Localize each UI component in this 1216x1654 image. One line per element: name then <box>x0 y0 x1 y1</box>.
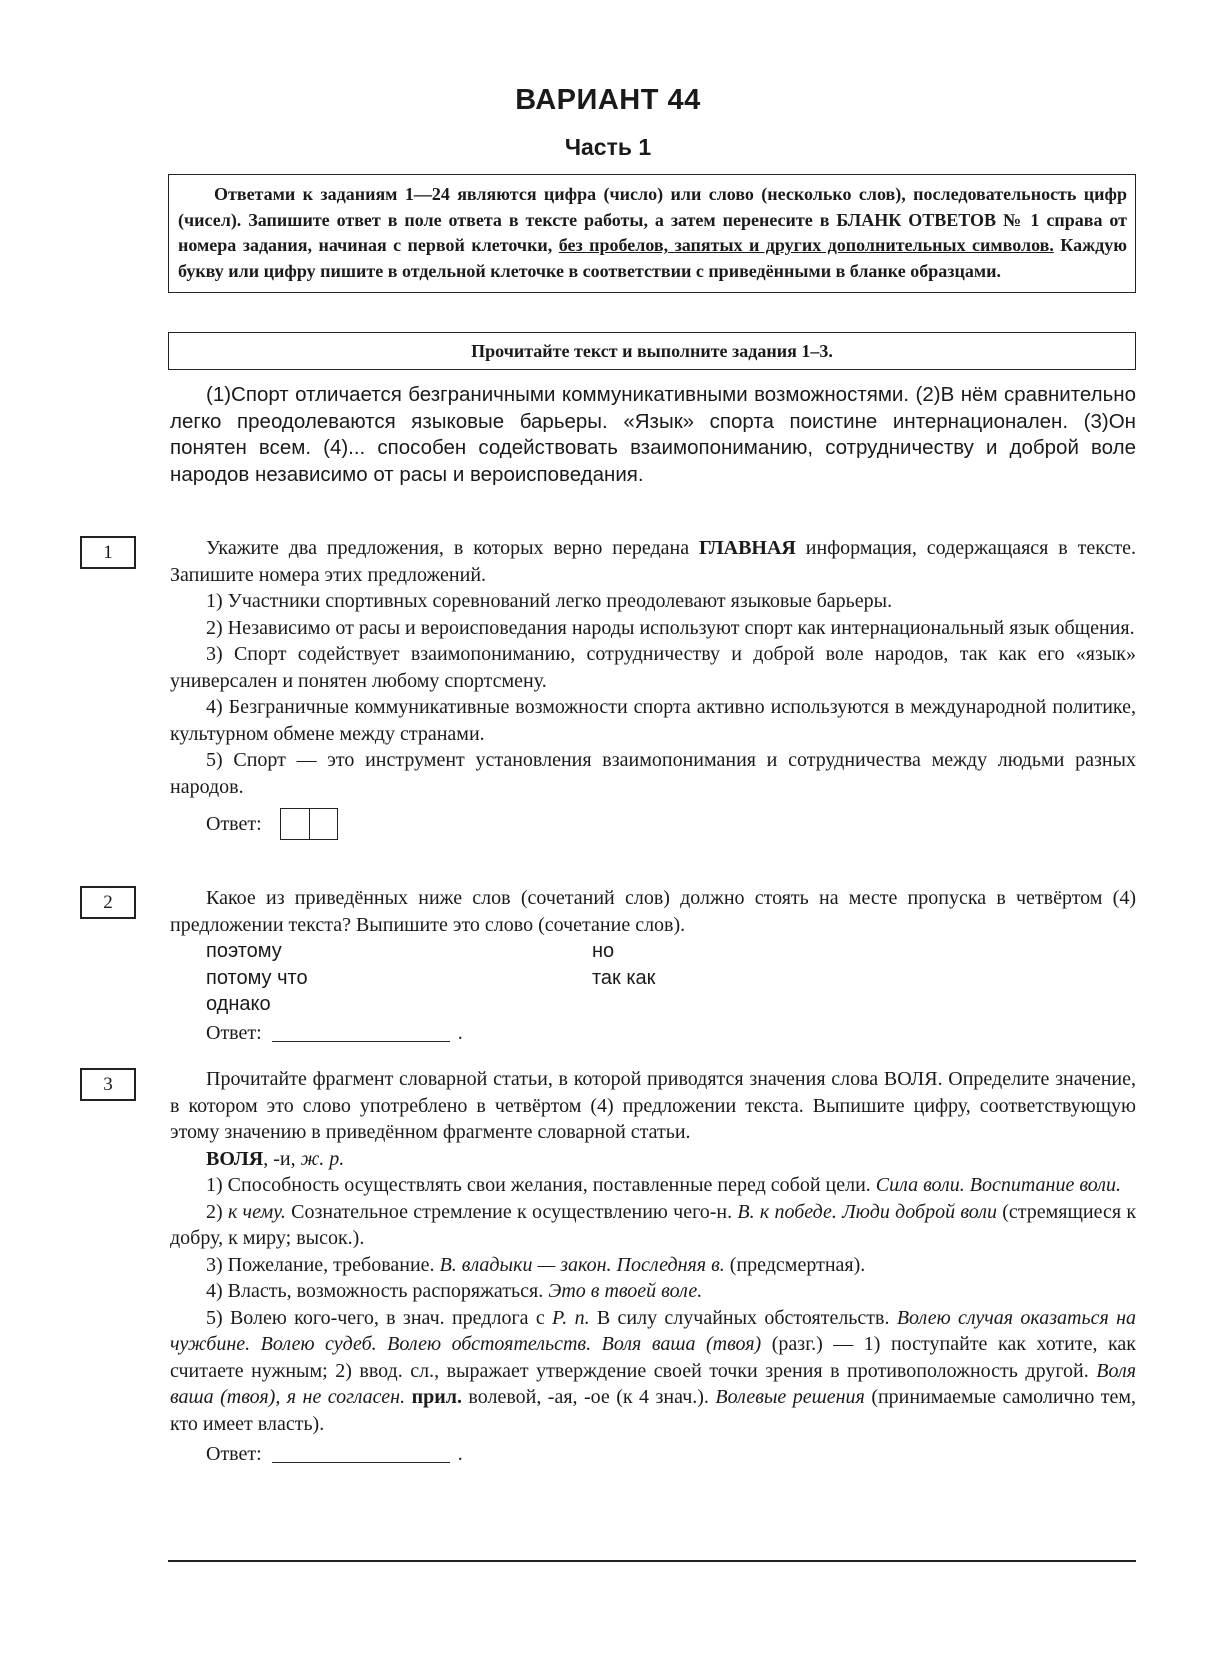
dictionary-meaning: 3) Пожелание, требование. В. владыки — закон. Последняя в. (предсмертная). <box>206 1253 866 1276</box>
task-1 <box>170 535 1136 840</box>
task-number-2: 2 <box>80 886 136 919</box>
answer-label: Ответ: <box>206 812 262 835</box>
task-number-1: 1 <box>80 536 136 569</box>
task-1-option: 1) Участники спортивных соревнований легко преодолевают языковые барьеры. <box>206 590 893 612</box>
task-3 <box>170 1066 1136 1468</box>
task-1-prompt: Укажите два предложения, в которых верно передана ГЛАВНАЯ информация, содержащаяся в тексте. Запишите номера этих предложений. <box>170 537 1136 586</box>
answer-line[interactable] <box>272 1025 450 1042</box>
reading-passage <box>170 382 1136 488</box>
part-title: Часть 1 <box>564 134 652 160</box>
word-option: однако <box>206 993 271 1015</box>
bottom-rule <box>168 1560 1136 1562</box>
answer-label: Ответ: <box>206 1022 262 1044</box>
task-3-answer: Ответ: . <box>206 1441 1136 1468</box>
instructions-box <box>168 174 1136 293</box>
word-option: но <box>592 940 615 962</box>
dictionary-meaning: 2) к чему. Сознательное стремление к осуществлению чего-н. В. к победе. Люди доброй воли (стремящиеся к добру, к миру; высок.). <box>170 1200 1137 1249</box>
task-2 <box>170 885 1136 1047</box>
answer-cell[interactable] <box>281 809 309 839</box>
task-1-answer <box>206 808 1136 840</box>
instructions-text: Ответами к заданиям 1—24 являются цифра (число) или слово (несколько слов), последовательность цифр (чисел). Запишите ответ в поле ответа в тексте работы, а затем перенесите в БЛАНК ОТВЕТОВ № 1 справа от номера задания, начиная с первой клеточки, <box>178 184 1127 255</box>
dictionary-meaning: 1) Способность осуществлять свои желания, поставленные перед собой цели. Сила воли. Воспитание воли. <box>206 1174 1121 1196</box>
instructions-text-end: Каждую букву или цифру пишите в отдельной клеточке в соответствии с приведёнными в бланке образцами. <box>178 235 1127 281</box>
task-2-prompt: Какое из приведённых ниже слов (сочетаний слов) должно стоять на месте пропуска в четвёртом (4) предложении текста? Выпишите это слово (сочетание слов). <box>170 887 1136 936</box>
task-3-prompt: Прочитайте фрагмент словарной статьи, в которой приводятся значения слова ВОЛЯ. Определите значение, в котором это слово употреблено в четвёртом (4) предложении текста. Выпишите цифру, соответствующую этому значению в приведённом фрагменте словарной статьи. <box>170 1068 1136 1143</box>
instructions-underlined: без пробелов, запятых и других дополнительных символов. <box>558 235 1054 255</box>
task-1-option: 4) Безграничные коммуникативные возможности спорта активно используются в международной политике, культурном обмене между странами. <box>170 696 1136 745</box>
task-number-3: 3 <box>80 1068 136 1101</box>
answer-cell[interactable] <box>309 809 337 839</box>
variant-title: ВАРИАНТ 44 <box>515 84 701 116</box>
word-option: так как <box>592 966 656 989</box>
word-option: поэтому <box>206 940 282 962</box>
dictionary-headword: ВОЛЯ, -и, ж. р. <box>206 1147 345 1170</box>
task-2-answer: Ответ: . <box>206 1020 1136 1047</box>
dictionary-meaning: 4) Власть, возможность распоряжаться. Это в твоей воле. <box>206 1280 703 1302</box>
task-1-option: 2) Независимо от расы и вероисповедания народы используют спорт как интернациональный язык общения. <box>206 616 1135 639</box>
answer-line[interactable] <box>272 1446 450 1463</box>
task-2-word-list <box>170 938 1136 1018</box>
task-1-option: 3) Спорт содействует взаимопониманию, сотрудничеству и доброй воле народов, так как его «язык» универсален и понятен любому спортсмену. <box>170 643 1136 692</box>
reading-instruction-box: Прочитайте текст и выполните задания 1–3. <box>168 332 1136 370</box>
passage-text: (1)Спорт отличается безграничными коммуникативными возможностями. (2)В нём сравнительно легко преодолеваются языковые барьеры. «Язык» спорта поистине интернационален. (3)Он понятен всем. (4)... способен содействовать взаимопониманию, сотрудничеству и доброй воле народов независимо от расы и вероисповедания. <box>170 383 1136 486</box>
task-1-emphasis: ГЛАВНАЯ <box>699 537 796 559</box>
word-option: потому что <box>206 966 308 989</box>
answer-cells <box>280 808 338 840</box>
dictionary-meaning: 5) Волею кого-чего, в знач. предлога с Р. п. В силу случайных обстоятельств. Волею случая оказаться на чужбине. Волею судеб. Волею обстоятельств. Воля ваша (твоя) (разг.) — 1) поступайте как хотите, как считаете нужным; 2) ввод. сл., выражает утверждение своей точки зрения в противоположность другой. Воля ваша (твоя), я не согласен. прил. волевой, -ая, -ое (к 4 знач.). Волевые решения (принимаемые самолично тем, кто имеет власть). <box>170 1306 1137 1435</box>
task-1-option: 5) Спорт — это инструмент установления взаимопонимания и сотрудничества между людьми разных народов. <box>170 749 1136 798</box>
answer-label: Ответ: <box>206 1443 262 1465</box>
